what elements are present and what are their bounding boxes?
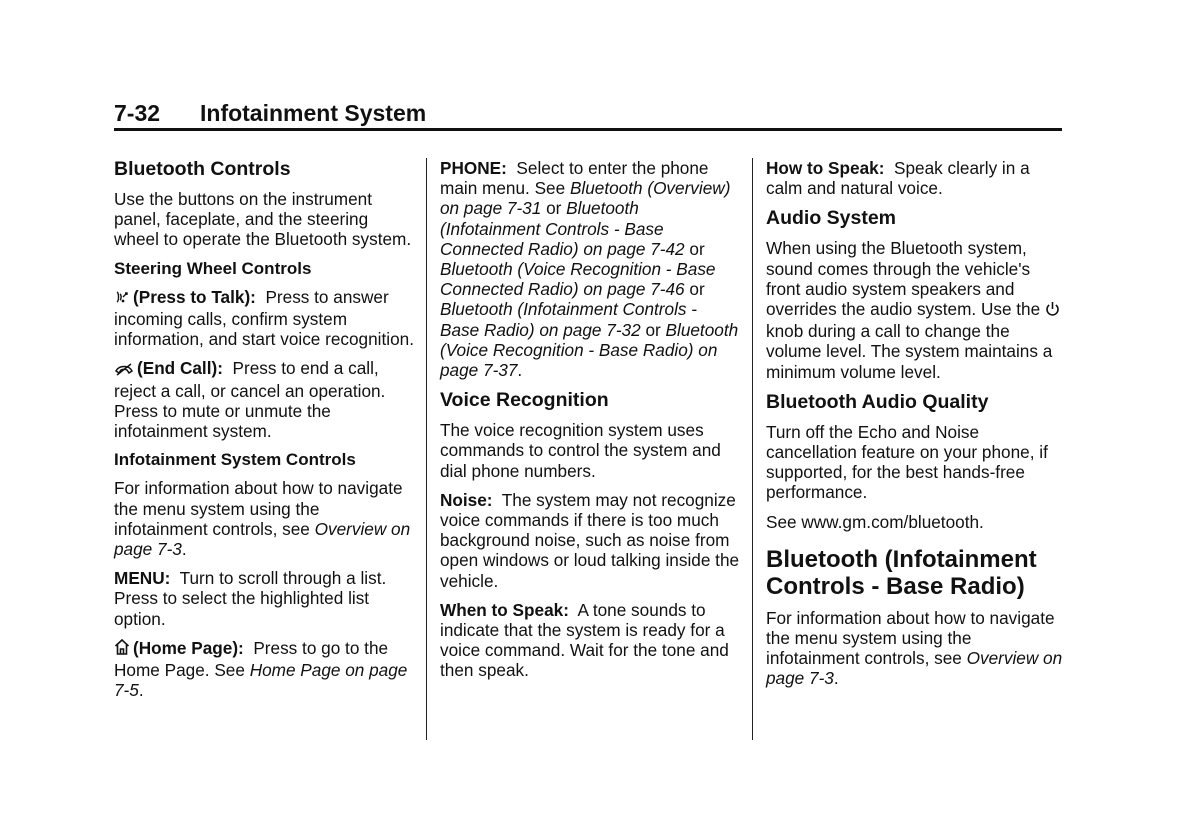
- column-1: [114, 158, 414, 709]
- page-number: 7-32: [114, 100, 161, 126]
- ptt-text: Press to answer incoming calls, confirm system information, and start voice recognition.: [114, 286, 414, 350]
- info-end: .: [181, 539, 187, 560]
- phone-text: Select to enter the phone main menu. See: [440, 158, 709, 199]
- end-call-label: (End Call):: [137, 358, 223, 379]
- home-ref: Home Page on page 7-5: [114, 660, 408, 701]
- phone-or-2: or: [689, 238, 705, 259]
- press-to-talk-icon: [114, 289, 130, 309]
- home-icon: [114, 638, 130, 660]
- paragraph-voice: The voice recognition system uses commands to control the system and dial phone numbers.: [440, 420, 721, 481]
- end-call-icon: [114, 360, 134, 380]
- paragraph-quality: Turn off the Echo and Noise cancellation feature on your phone, if supported, for the best hands-free performance.: [766, 421, 1048, 503]
- how-label: How to Speak:: [766, 158, 885, 178]
- paragraph-info-col3: [766, 608, 1066, 689]
- paragraph-menu: [114, 568, 414, 629]
- home-label: (Home Page):: [133, 637, 244, 658]
- paragraph-how-to-speak: [766, 158, 1066, 198]
- info-col3-ref: Overview on page 7-3: [766, 648, 1063, 689]
- paragraph-end-call: [114, 358, 414, 441]
- column-2: [440, 158, 740, 690]
- phone-or-1: or: [546, 198, 562, 219]
- phone-ref-3: Bluetooth (Voice Recognition - Base Connected Radio) on page 7-46: [440, 259, 716, 300]
- heading-steering-wheel-controls: Steering Wheel Controls: [114, 258, 312, 278]
- phone-label: PHONE:: [440, 158, 507, 178]
- heading-bluetooth-base-radio: Bluetooth (Infotainment Controls - Base Radio): [766, 545, 1037, 600]
- audio-text-b: knob during a call to change the volume level. The system maintains a minimum volume level.: [766, 321, 1053, 382]
- info-ref: Overview on page 7-3: [114, 518, 411, 560]
- paragraph-audio: [766, 238, 1066, 381]
- noise-label: Noise:: [440, 489, 493, 510]
- home-end: .: [138, 680, 144, 701]
- heading-voice-recognition: Voice Recognition: [440, 389, 609, 412]
- column-divider: [426, 158, 427, 740]
- home-text: Press to go to the Home Page. See: [114, 637, 389, 681]
- paragraph-noise: [440, 490, 740, 591]
- header-rule: [114, 128, 1062, 131]
- when-text: A tone sounds to indicate that the system is ready for a voice command. Wait for the tone and then speak.: [440, 599, 729, 681]
- section-title: Infotainment System: [200, 100, 427, 126]
- phone-or-4: or: [645, 319, 661, 340]
- info-text: For information about how to navigate the menu system using the infotainment controls, see: [114, 478, 403, 539]
- phone-ref-1: Bluetooth (Overview) on page 7-31: [440, 178, 731, 219]
- menu-label: MENU:: [114, 568, 171, 589]
- heading-audio-quality: Bluetooth Audio Quality: [766, 390, 989, 413]
- info-col3-end: .: [833, 668, 839, 689]
- end-call-text: Press to end a call, reject a call, or cancel an operation. Press to mute or unmute the infotainment system.: [114, 358, 386, 442]
- how-text: Speak clearly in a calm and natural voice.: [766, 158, 1030, 199]
- phone-ref-5: Bluetooth (Voice Recognition - Base Radio) on page 7-37: [440, 319, 739, 381]
- paragraph-see-site: See www.gm.com/bluetooth.: [766, 511, 984, 532]
- ptt-label: (Press to Talk):: [133, 286, 256, 307]
- noise-text: The system may not recognize voice commands if there is too much background noise, such as noise from open windows or loud talking inside the vehicle.: [440, 489, 740, 591]
- phone-ref-2: Bluetooth (Infotainment Controls - Base Connected Radio) on page 7-42: [440, 198, 685, 259]
- power-icon: [1045, 301, 1060, 321]
- page-header: [114, 100, 1062, 130]
- when-label: When to Speak:: [440, 599, 569, 620]
- paragraph-when-to-speak: [440, 600, 740, 681]
- phone-end: .: [517, 360, 523, 381]
- paragraph-use-buttons: Use the buttons on the instrument panel, faceplate, and the steering wheel to operate the Bluetooth system.: [114, 189, 412, 250]
- paragraph-phone: [440, 158, 740, 380]
- column-3: [766, 158, 1066, 698]
- heading-bluetooth-controls: Bluetooth Controls: [114, 158, 291, 180]
- heading-infotainment-controls: Infotainment System Controls: [114, 450, 356, 470]
- paragraph-press-to-talk: [114, 287, 414, 350]
- phone-or-3: or: [689, 279, 705, 300]
- phone-ref-4: Bluetooth (Infotainment Controls - Base Radio) on page 7-32: [440, 299, 697, 340]
- heading-audio-system: Audio System: [766, 207, 897, 230]
- paragraph-home: [114, 638, 414, 701]
- info-col3-text: For information about how to navigate the menu system using the infotainment controls, see: [766, 607, 1055, 669]
- audio-text-a: When using the Bluetooth system, sound comes through the vehicle's front audio system speakers and overrides the audio system. Use the: [766, 238, 1041, 320]
- column-divider: [752, 158, 753, 740]
- paragraph-info: [114, 478, 414, 559]
- menu-text: Turn to scroll through a list. Press to select the highlighted list option.: [114, 568, 387, 629]
